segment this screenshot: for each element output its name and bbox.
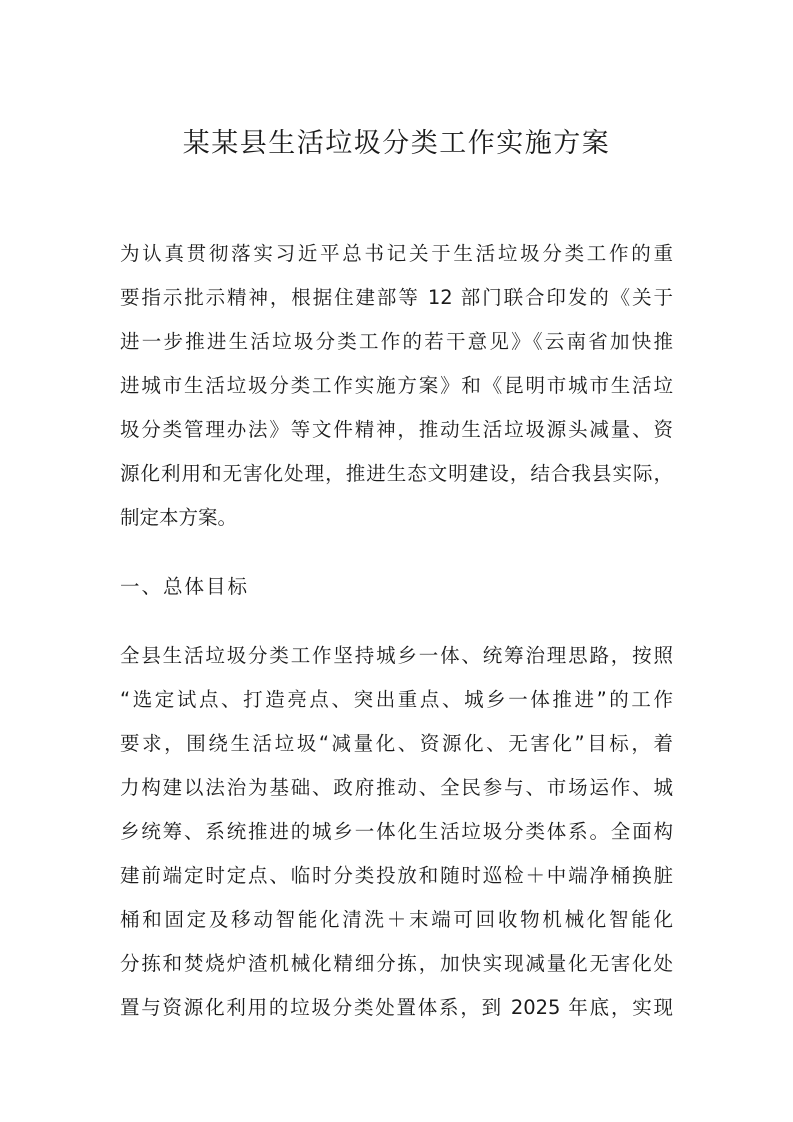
section1-line: “选定试点、打造亮点、突出重点、城乡一体推进”的工作 [120, 688, 673, 711]
intro-line: 进一步推进生活垃圾分类工作的若干意见》《云南省加快推 [120, 330, 673, 353]
section1-line: 置与资源化利用的垃圾分类处置体系，到 2025 年底，实现 [120, 996, 673, 1019]
document-title: 某某县生活垃圾分类工作实施方案 [182, 128, 611, 159]
intro-line: 源化利用和无害化处理，推进生态文明建设，结合我县实际， [120, 462, 673, 485]
section1-line: 桶和固定及移动智能化清洗＋末端可回收物机械化智能化 [120, 908, 673, 931]
intro-line: 要指示批示精神，根据住建部等 12 部门联合印发的《关于 [120, 286, 673, 309]
section1-line: 要求，围绕生活垃圾“减量化、资源化、无害化”目标，着 [120, 732, 673, 755]
section1-line: 全县生活垃圾分类工作坚持城乡一体、统筹治理思路，按照 [120, 644, 673, 667]
intro-line: 为认真贯彻落实习近平总书记关于生活垃圾分类工作的重 [120, 242, 673, 265]
section-heading: 一、总体目标 [120, 575, 250, 598]
intro-line: 圾分类管理办法》等文件精神，推动生活垃圾源头减量、资 [120, 418, 673, 441]
section1-line: 分拣和焚烧炉渣机械化精细分拣，加快实现减量化无害化处 [120, 952, 673, 975]
section1-line: 建前端定时定点、临时分类投放和随时巡检＋中端净桶换脏 [120, 864, 673, 887]
section1-line: 力构建以法治为基础、政府推动、全民参与、市场运作、城 [120, 776, 673, 799]
intro-line: 制定本方案。 [120, 506, 238, 529]
intro-line: 进城市生活垃圾分类工作实施方案》和《昆明市城市生活垃 [120, 374, 673, 397]
section1-line: 乡统筹、系统推进的城乡一体化生活垃圾分类体系。全面构 [120, 820, 673, 843]
